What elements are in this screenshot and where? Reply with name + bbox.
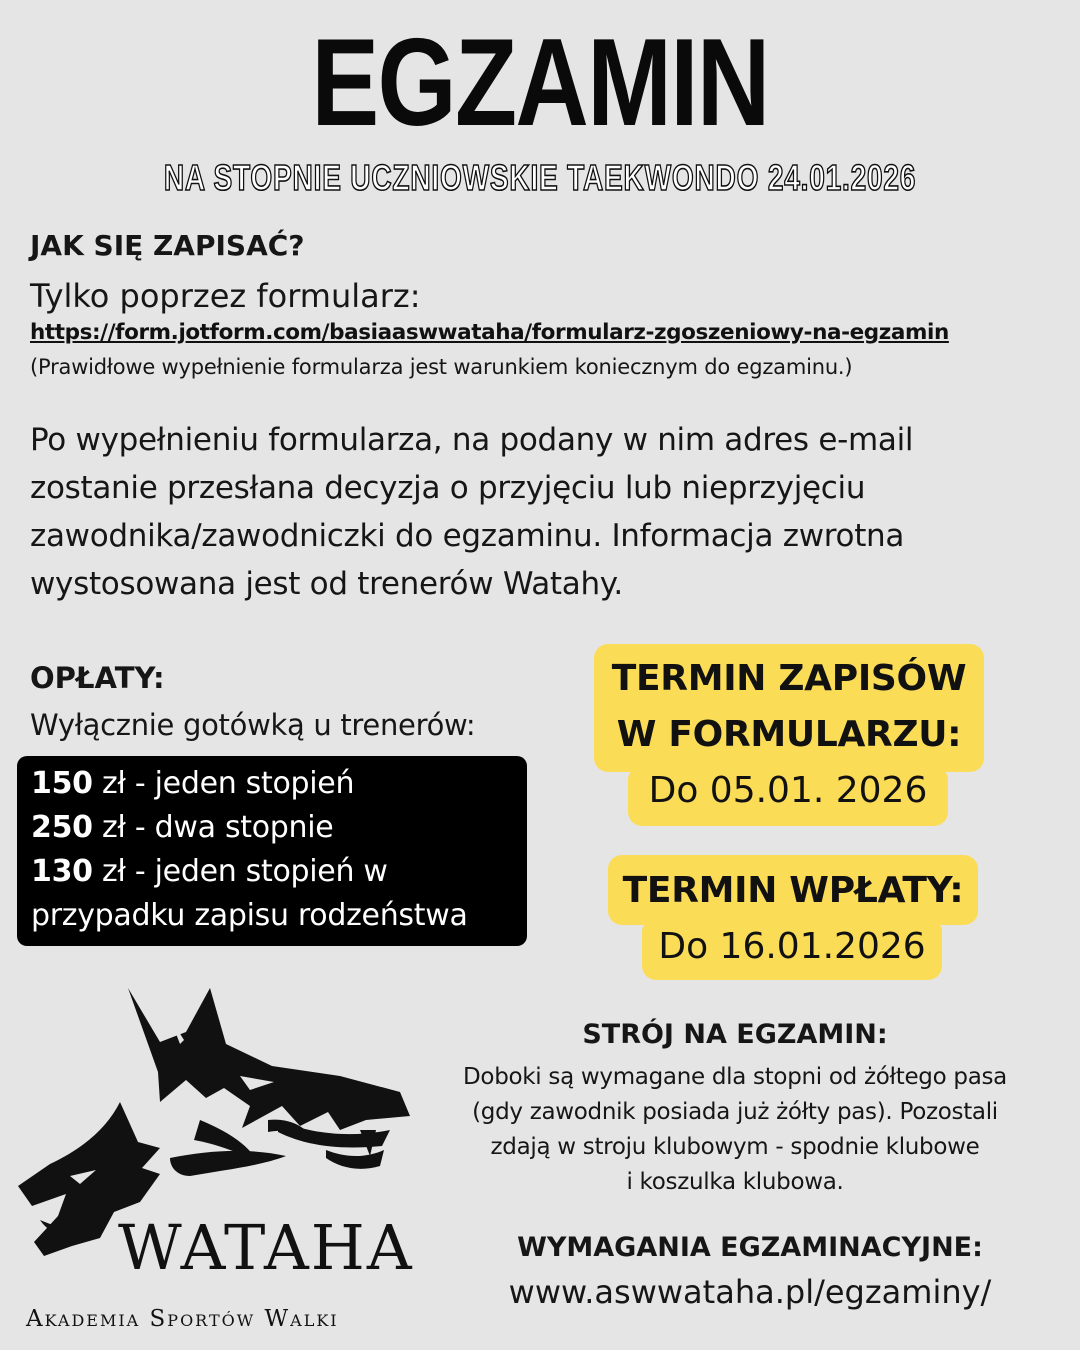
- price-item: [31, 850, 513, 894]
- info-paragraph: [30, 416, 1060, 608]
- logo-tagline: Akademia Sportów Walki: [26, 1306, 339, 1332]
- requirements-heading: WYMAGANIA EGZAMINACYJNE:: [517, 1232, 983, 1263]
- fees-subheading: Wyłącznie gotówką u trenerów:: [30, 708, 476, 742]
- price-description: zł - dwa stopnie: [92, 810, 334, 845]
- payment-deadline-heading: TERMIN WPŁATY:: [622, 870, 964, 911]
- attire-heading: STRÓJ NA EGZAMIN:: [582, 1019, 888, 1050]
- info-line: Po wypełnieniu formularza, na podany w nim adres e-mail: [30, 422, 914, 458]
- signup-deadline-date: Do 05.01. 2026: [648, 770, 928, 811]
- price-list: [17, 756, 527, 946]
- attire-line: zdają w stroju klubowym - spodnie klubowe: [490, 1134, 980, 1160]
- signup-intro: Tylko poprzez formularz:: [30, 277, 421, 315]
- signup-form-link[interactable]: https://form.jotform.com/basiaaswwataha/formularz-zgoszeniowy-na-egzamin: [30, 320, 949, 345]
- price-amount: 250: [31, 810, 93, 845]
- page-title: EGZAMIN: [311, 14, 769, 152]
- info-line: zostanie przesłana decyzja o przyjęciu lub nieprzyjęciu: [30, 470, 866, 506]
- fees-heading: OPŁATY:: [30, 661, 165, 695]
- attire-line: (gdy zawodnik posiada już żółty pas). Pozostali: [472, 1099, 998, 1125]
- signup-note: (Prawidłowe wypełnienie formularza jest warunkiem koniecznym do egzaminu.): [30, 355, 853, 379]
- info-line: zawodnika/zawodniczki do egzaminu. Informacja zwrotna: [30, 518, 905, 554]
- requirements-link[interactable]: www.aswwataha.pl/egzaminy/: [508, 1273, 992, 1311]
- price-description: zł - jeden stopień w: [92, 854, 388, 889]
- price-item-continuation: przypadku zapisu rodzeństwa: [31, 898, 468, 933]
- price-item: [31, 762, 513, 806]
- page-subtitle: NA STOPNIE UCZNIOWSKIE TAEKWONDO 24.01.2026: [163, 157, 917, 198]
- info-line: wystosowana jest od trenerów Watahy.: [30, 566, 623, 602]
- signup-heading: JAK SIĘ ZAPISAĆ?: [30, 229, 305, 262]
- price-description: zł - jeden stopień: [92, 766, 355, 801]
- payment-deadline-date: Do 16.01.2026: [658, 926, 926, 967]
- price-amount: 150: [31, 766, 93, 801]
- attire-line: Doboki są wymagane dla stopni od żółtego pasa: [463, 1064, 1007, 1090]
- attire-description: [420, 1060, 1050, 1200]
- attire-line: i koszulka klubowa.: [626, 1169, 844, 1195]
- signup-deadline-heading-2: W FORMULARZU:: [616, 714, 962, 755]
- price-item: [31, 806, 513, 850]
- logo-wordmark: WATAHA: [118, 1211, 414, 1284]
- price-amount: 130: [31, 854, 93, 889]
- signup-deadline-heading: TERMIN ZAPISÓW: [611, 658, 967, 699]
